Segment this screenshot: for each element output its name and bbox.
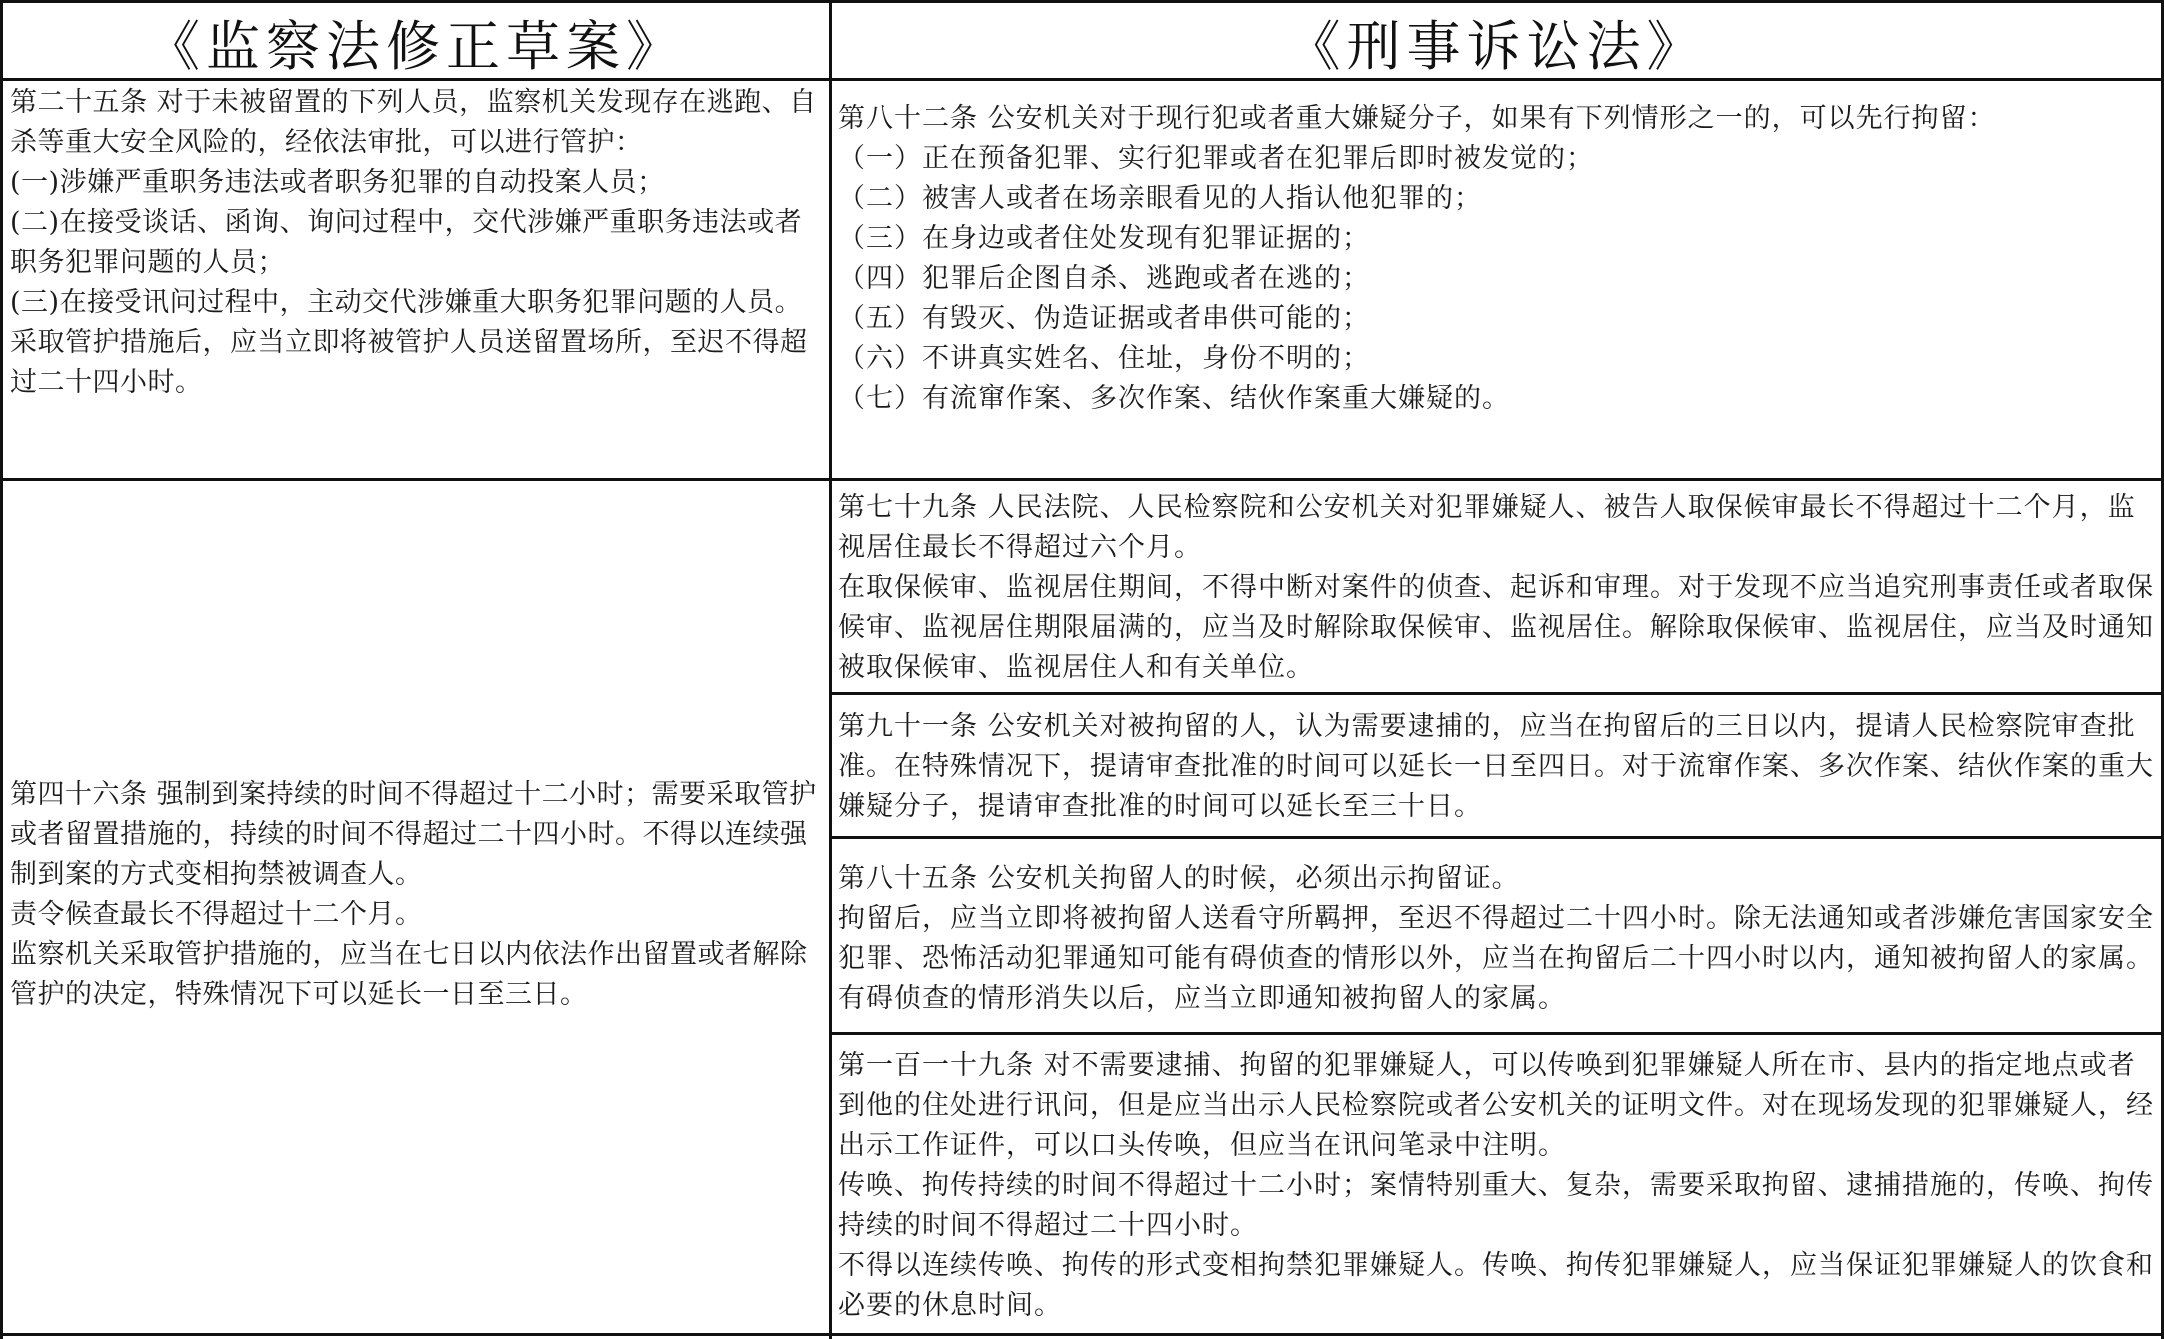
right-row-divider xyxy=(829,692,2164,695)
article-paragraph: 第八十二条 公安机关对于现行犯或者重大嫌疑分子，如果有下列情形之一的，可以先行拘留： xyxy=(838,103,1996,134)
right-row-divider xyxy=(829,836,2164,839)
article-paragraph: 采取管护措施后，应当立即将被管护人员送留置场所，至迟不得超过二十四小时。 xyxy=(10,327,808,398)
article-paragraph: （一）正在预备犯罪、实行犯罪或者在犯罪后即时被发觉的； xyxy=(838,143,1594,174)
article-paragraph: （五）有毁灭、伪造证据或者串供可能的； xyxy=(838,303,1370,334)
article-paragraph: 第九十一条 公安机关对被拘留的人，认为需要逮捕的，应当在拘留后的三日以内，提请人民检察院审查批准。在特殊情况下，提请审查批准的时间可以延长一日至四日。对于流窜作案、多次作案、结伙作案的重大嫌疑分子，提请审查批准的时间可以延长至三十日。 xyxy=(838,711,2154,822)
article-paragraph: (二)在接受谈话、函询、询问过程中，交代涉嫌严重职务违法或者职务犯罪问题的人员； xyxy=(10,207,803,278)
article-paragraph: 第二十五条 对于未被留置的下列人员，监察机关发现存在逃跑、自杀等重大安全风险的，经依法审批，可以进行管护： xyxy=(10,87,817,158)
article-paragraph: （七）有流窜作案、多次作案、结伙作案重大嫌疑的。 xyxy=(838,383,1510,414)
article-paragraph: 第七十九条 人民法院、人民检察院和公安机关对犯罪嫌疑人、被告人取保候审最长不得超过十二个月，监视居住最长不得超过六个月。 xyxy=(838,492,2136,563)
article-paragraph: （二）被害人或者在场亲眼看见的人指认他犯罪的； xyxy=(838,183,1482,214)
left-cell-article-25 xyxy=(10,83,820,475)
article-paragraph: 责令候查最长不得超过十二个月。 xyxy=(10,898,423,930)
right-cell-article-119 xyxy=(838,1046,2156,1336)
article-paragraph: 第一百一十九条 对不需要逮捕、拘留的犯罪嫌疑人，可以传唤到犯罪嫌疑人所在市、县内的指定地点或者到他的住处进行讯问，但是应当出示人民检察院或者公安机关的证明文件。对在现场发现的犯罪嫌疑人，经出示工作证件，可以口头传唤，但应当在讯问笔录中注明。 xyxy=(838,1050,2154,1161)
article-paragraph: （六）不讲真实姓名、住址，身份不明的； xyxy=(838,343,1370,374)
article-paragraph: 拘留后，应当立即将被拘留人送看守所羁押，至迟不得超过二十四小时。除无法通知或者涉嫌危害国家安全犯罪、恐怖活动犯罪通知可能有碍侦查的情形以外，应当在拘留后二十四小时以内，通知被拘留人的家属。有碍侦查的情形消失以后，应当立即通知被拘留人的家属。 xyxy=(838,903,2154,1014)
right-cell-article-82 xyxy=(838,99,2156,477)
article-paragraph: 监察机关采取管护措施的，应当在七日以内依法作出留置或者解除管护的决定，特殊情况下可以延长一日至三日。 xyxy=(10,938,808,1010)
left-cell-article-46 xyxy=(10,481,820,1336)
article-paragraph: 不得以连续传唤、拘传的形式变相拘禁犯罪嫌疑人。传唤、拘传犯罪嫌疑人，应当保证犯罪嫌疑人的饮食和必要的休息时间。 xyxy=(838,1250,2154,1321)
article-paragraph: 在取保候审、监视居住期间，不得中断对案件的侦查、起诉和审理。对于发现不应当追究刑事责任或者取保候审、监视居住期限届满的，应当及时解除取保候审、监视居住。解除取保候审、监视居住，应当及时通知被取保候审、监视居住人和有关单位。 xyxy=(838,572,2154,683)
right-column-header: 《刑事诉讼法》 xyxy=(1286,14,1707,78)
article-paragraph: 第八十五条 公安机关拘留人的时候，必须出示拘留证。 xyxy=(838,863,1520,894)
right-cell-article-79 xyxy=(838,488,2156,691)
article-paragraph: (三)在接受讯问过程中，主动交代涉嫌重大职务犯罪问题的人员。 xyxy=(10,287,803,318)
article-text-block xyxy=(10,775,820,1015)
article-paragraph: 第四十六条 强制到案持续的时间不得超过十二小时；需要采取管护或者留置措施的，持续的时间不得超过二十四小时。不得以连续强制到案的方式变相拘禁被调查人。 xyxy=(10,778,817,890)
article-paragraph: （四）犯罪后企图自杀、逃跑或者在逃的； xyxy=(838,263,1370,294)
table-column-divider xyxy=(829,3,832,1339)
article-paragraph: (一)涉嫌严重职务违法或者职务犯罪的自动投案人员； xyxy=(10,167,665,198)
table-border-left xyxy=(0,3,3,1339)
left-column-header: 《监察法修正草案》 xyxy=(146,14,686,78)
right-cell-article-85 xyxy=(838,859,2156,1031)
article-paragraph: （三）在身边或者住处发现有犯罪证据的； xyxy=(838,223,1370,254)
article-paragraph: 传唤、拘传持续的时间不得超过十二小时；案情特别重大、复杂，需要采取拘留、逮捕措施的，传唤、拘传持续的时间不得超过二十四小时。 xyxy=(838,1170,2154,1241)
right-cell-article-91 xyxy=(838,707,2156,835)
right-row-divider xyxy=(829,1032,2164,1035)
